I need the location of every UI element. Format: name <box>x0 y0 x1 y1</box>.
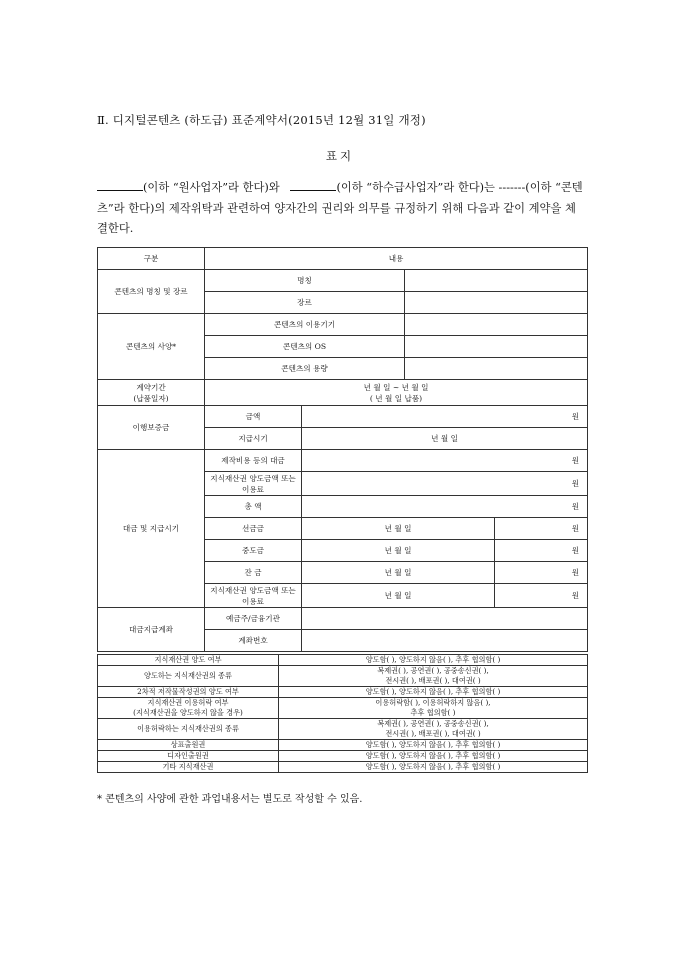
blank-line <box>97 180 143 191</box>
content-spec-label: 콘텐츠의 사양* <box>98 314 205 380</box>
ip-rights-options[interactable]: 양도함( ), 양도하지 않음( ), 추후 협의함( ) <box>279 655 588 666</box>
content-name-value[interactable] <box>405 270 588 292</box>
ip-rights-label: 디자인출원권 <box>98 751 279 762</box>
period-label-line2: (납품일자) <box>133 393 169 403</box>
content-name-label: 콘텐츠의 명칭 및 장르 <box>98 270 205 314</box>
guarantee-label: 이행보증금 <box>98 406 205 450</box>
header-category: 구분 <box>98 248 205 270</box>
interim-amount[interactable]: 원 <box>495 540 588 562</box>
ip-rights-options[interactable]: 양도함( ), 양도하지 않음( ), 추후 협의함( ) <box>279 740 588 751</box>
guarantee-amount-field: 금액 <box>205 406 302 428</box>
period-value[interactable] <box>205 380 588 406</box>
ip-fee2-amount[interactable]: 원 <box>495 584 588 608</box>
balance-date[interactable]: 년 월 일 <box>302 562 495 584</box>
content-name-field: 명칭 <box>205 270 405 292</box>
balance-field: 잔 금 <box>205 562 302 584</box>
ip-fee-field: 지식재산권 양도금액 또는 이용료 <box>205 472 302 496</box>
account-holder-field: 예금주/금융기관 <box>205 608 302 630</box>
advance-date[interactable]: 년 월 일 <box>302 518 495 540</box>
footnote: * 콘텐츠의 사양에 관한 과업내용서는 별도로 작성할 수 있음. <box>97 794 363 805</box>
content-genre-field: 장르 <box>205 292 405 314</box>
document-heading: Ⅱ. 디지털콘텐츠 (하도급) 표준계약서(2015년 12월 31일 개정) <box>97 113 426 127</box>
ip-rights-label: 기타 지식재산권 <box>98 762 279 773</box>
header-content: 내용 <box>205 248 588 270</box>
content-genre-value[interactable] <box>405 292 588 314</box>
guarantee-amount-value[interactable]: 원 <box>302 406 588 428</box>
ip-rights-label: 지식재산권 양도 여부 <box>98 655 279 666</box>
account-number-field: 계좌번호 <box>205 630 302 652</box>
intro-part1: (이하 “원사업자”라 한다)와 <box>143 181 280 194</box>
period-label-line1: 계약기간 <box>136 382 166 392</box>
spec-size-value[interactable] <box>405 358 588 380</box>
ip-rights-row <box>98 740 588 751</box>
ip-rights-row <box>98 751 588 762</box>
account-number-value[interactable] <box>302 630 588 652</box>
guarantee-paytime-value[interactable]: 년 월 일 <box>302 428 588 450</box>
interim-date[interactable]: 년 월 일 <box>302 540 495 562</box>
period-delivery: ( 년 월 일 납품) <box>369 393 423 403</box>
payment-label: 대금 및 지급시기 <box>98 450 205 608</box>
spec-os-value[interactable] <box>405 336 588 358</box>
account-label: 대금지급계좌 <box>98 608 205 652</box>
ip-rights-row <box>98 687 588 698</box>
ip-rights-options[interactable]: 양도함( ), 양도하지 않음( ), 추후 협의함( ) <box>279 751 588 762</box>
ip-fee2-date[interactable]: 년 월 일 <box>302 584 495 608</box>
ip-rights-options[interactable]: 양도함( ), 양도하지 않음( ), 추후 협의함( ) <box>279 762 588 773</box>
ip-rights-options[interactable]: 이용허락함( ), 이용허락하지 않음( ), 추후 협의함( ) <box>279 698 588 719</box>
ip-rights-options[interactable]: 양도함( ), 양도하지 않음( ), 추후 협의함( ) <box>279 687 588 698</box>
ip-fee-value[interactable]: 원 <box>302 472 588 496</box>
ip-fee2-field: 지식재산권 양도금액 또는 이용료 <box>205 584 302 608</box>
spec-device-field: 콘텐츠의 이용기기 <box>205 314 405 336</box>
interim-field: 중도금 <box>205 540 302 562</box>
total-field: 총 액 <box>205 496 302 518</box>
ip-rights-label: 2차적 저작물작성권의 양도 여부 <box>98 687 279 698</box>
advance-amount[interactable]: 원 <box>495 518 588 540</box>
spec-size-field: 콘텐츠의 용량 <box>205 358 405 380</box>
ip-rights-label: 양도하는 지식재산권의 종류 <box>98 666 279 687</box>
advance-field: 선금금 <box>205 518 302 540</box>
period-label <box>98 380 205 406</box>
ip-rights-row <box>98 655 588 666</box>
total-value[interactable]: 원 <box>302 496 588 518</box>
ip-rights-label: 지식재산권 이용허락 여부 (지식재산권을 양도하지 않을 경우) <box>98 698 279 719</box>
account-holder-value[interactable] <box>302 608 588 630</box>
production-cost-value[interactable]: 원 <box>302 450 588 472</box>
balance-amount[interactable]: 원 <box>495 562 588 584</box>
ip-rights-row <box>98 698 588 719</box>
production-cost-field: 제작비용 등의 대금 <box>205 450 302 472</box>
ip-rights-label: 이용허락하는 지식재산권의 종류 <box>98 719 279 740</box>
spec-device-value[interactable] <box>405 314 588 336</box>
ip-rights-row <box>98 719 588 740</box>
intro-part2: (이하 “하수급사업자”라 한다)는 -------(이하 “콘텐츠”라 한다)의 제작위탁과 관련하여 양자간의 권리와 의무를 규정하기 위해 다음과 같이 계약을 체결한다. <box>97 181 583 235</box>
ip-rights-options[interactable]: 복제권( ), 공연권( ), 공중송신권( ), 전시권( ), 배포권( ), 대여권( ) <box>279 719 588 740</box>
spec-os-field: 콘텐츠의 OS <box>205 336 405 358</box>
period-range: 년 월 일 ~ 년 월 일 <box>363 382 429 392</box>
ip-rights-row <box>98 666 588 687</box>
ip-rights-options[interactable]: 복제권( ), 공연권( ), 공중송신권( ), 전시권( ), 배포권( ), 대여권( ) <box>279 666 588 687</box>
document-title: 표지 <box>325 149 355 163</box>
intro-paragraph <box>97 178 585 240</box>
guarantee-paytime-field: 지급시기 <box>205 428 302 450</box>
blank-line <box>290 180 336 191</box>
ip-rights-row <box>98 762 588 773</box>
ip-rights-table <box>97 654 588 773</box>
contract-cover-table <box>97 247 588 652</box>
ip-rights-label: 상표출원권 <box>98 740 279 751</box>
